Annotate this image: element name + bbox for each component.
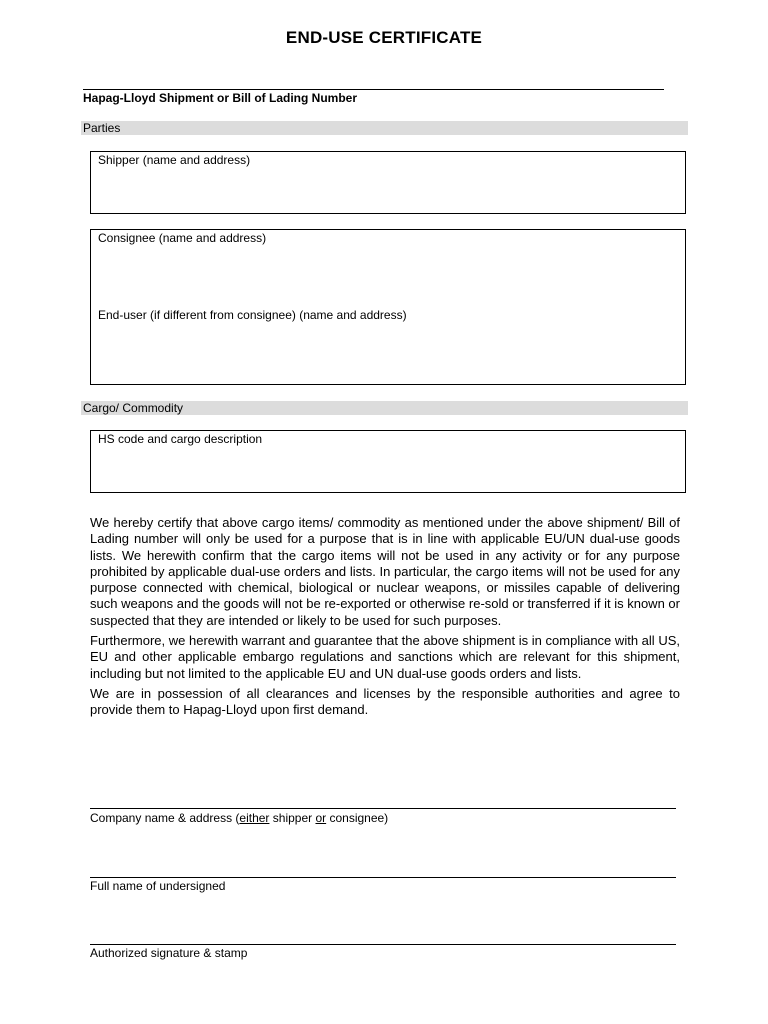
paragraph-clearances: We are in possession of all clearances and licenses by the responsible authorities and agree to provide them to Hapag-Lloyd upon first demand. — [90, 685, 680, 718]
company-label-or: or — [315, 811, 327, 825]
section-parties: Parties — [81, 121, 688, 135]
company-label-mid: shipper — [269, 811, 316, 825]
paragraph-warrant: Furthermore, we herewith warrant and guarantee that the above shipment is in compliance with all US, EU and other applicable embargo regulations and sanctions which are relevant for this shipment, including but not limited to the applicable EU and UN dual-use goods orders and lists. — [90, 633, 680, 681]
company-label-suffix: consignee) — [326, 811, 389, 825]
consignee-label: Consignee (name and address) — [98, 231, 267, 245]
company-label-prefix: Company name & address ( — [90, 811, 240, 825]
bl-number-line[interactable] — [83, 89, 664, 90]
consignee-box[interactable] — [90, 229, 686, 385]
signature-line[interactable] — [90, 944, 676, 945]
shipper-label: Shipper (name and address) — [98, 153, 251, 167]
full-name-line[interactable] — [90, 877, 676, 878]
shipper-box[interactable] — [90, 151, 686, 214]
certification-text — [90, 515, 680, 723]
hs-code-label: HS code and cargo description — [98, 432, 263, 446]
bl-number-label: Hapag-Lloyd Shipment or Bill of Lading Number — [83, 91, 358, 105]
signature-label: Authorized signature & stamp — [90, 946, 248, 960]
end-user-label: End-user (if different from consignee) (name and address) — [98, 308, 407, 322]
full-name-label: Full name of undersigned — [90, 879, 226, 893]
section-cargo: Cargo/ Commodity — [81, 401, 688, 415]
paragraph-certify: We hereby certify that above cargo items/ commodity as mentioned under the above shipment/ Bill of Lading number will only be used for a purpose that is in line with applicable EU/UN dual-use goods lists. We herewith confirm that the cargo items will not be used in any activity or for any purpose prohibited by applicable dual-use orders and lists. In particular, the cargo items will not be used for any purpose connected with chemical, biological or nuclear weapons, or missiles capable of delivering such weapons and the goods will not be re-exported or otherwise re-sold or transferred if it is known or suspected that they are intended or likely to be used for such purposes. — [90, 515, 680, 628]
company-label — [90, 811, 388, 825]
hs-code-box[interactable] — [90, 430, 686, 493]
page-title: END-USE CERTIFICATE — [285, 28, 483, 47]
company-label-either: either — [239, 811, 270, 825]
company-line[interactable] — [90, 808, 676, 809]
